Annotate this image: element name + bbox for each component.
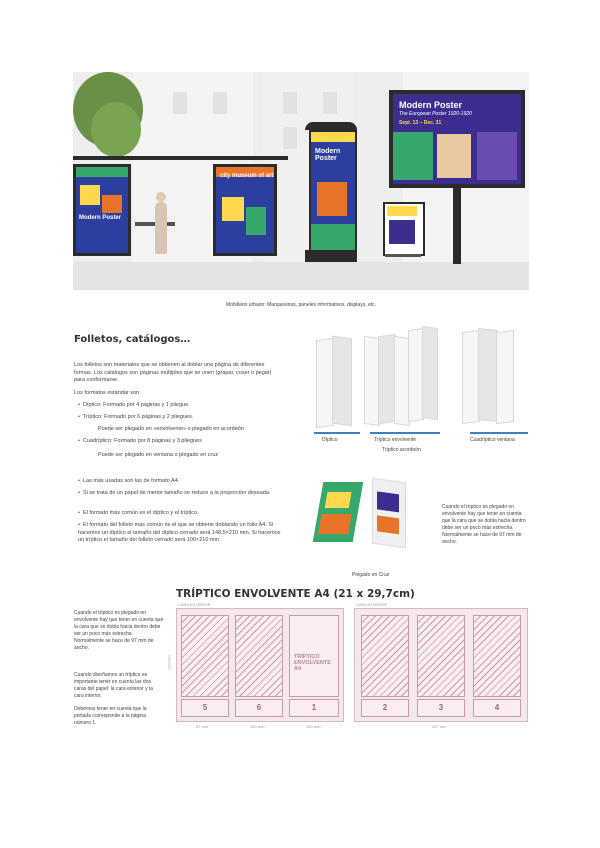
bullet-diptico: • Díptico: Formado por 4 páginas y 1 pliegue. [78,402,190,408]
triptych-note-3: Debemos tener en cuenta que la portada corresponde a la página número 1. [74,706,147,726]
outer-footer-6 [235,699,283,717]
fold-label-triptico: Tríptico envolvente [374,437,417,443]
window [173,92,187,114]
intro-text: Los folletos son materiales que se obtienen al doblar una página de diferentes formas. Los catálogos son páginas múltiples que se unen (grapar, coser o pegar) para conformarse. [74,362,272,383]
acordeon-leaf [422,326,438,420]
poster-block [477,132,517,180]
outer-panel-cover [289,615,339,697]
window [323,92,337,114]
outer-panel-6 [235,615,283,697]
bullet-text: El formato más común es el díptico y el tríptico. [82,510,199,516]
poster-band [387,206,417,216]
display-stand-legs [385,254,421,257]
label-underline [470,432,528,434]
inner-panel-3 [417,615,465,697]
leaflet-block [377,515,399,534]
fold-label-cuadriptico: Cuadríptico ventana [470,437,515,443]
poster-photo [437,134,471,178]
inner-footer-2 [361,699,409,717]
label-underline [314,432,360,434]
envolvente-side-note: Cuando el tríptico es plegado en envolvente hay que tener en cuenta que la cara que se dobla hacia dentro debe ser un poco más estrecha. Normalmente se hace de 97 mm de ancho. [442,504,526,545]
tree [91,102,141,157]
bullet-text: Cuadríptico: Formado por 8 páginas y 3 pliegues [82,438,202,444]
bullet2-4: • El formato del folleto más común es el que se obtiene doblando un folio A4. Si hacemos un díptico el tamaño del díptico cerrado será 148,5×210 mm. Si hacemos un tríptico el tamaño del folleto cerrado será 100×210 mm. [78,522,281,543]
inner-panel-2 [361,615,409,697]
triptych-title: TRÍPTICO ENVOLVENTE A4 (21 x 29,7cm) [176,588,415,600]
shelter-poster-left [73,164,131,256]
bullet-cuadriptico: • Cuadríptico: Formado por 8 páginas y 3 pliegues [78,438,202,444]
poster-band [311,132,355,142]
page-number: 6 [256,703,262,712]
billboard-title: Modern Poster [399,100,463,110]
poster-block [102,195,122,213]
bullet2-1: • Las más usadas son las de formato A4. [78,478,180,484]
poster-block [80,185,100,205]
fold-label-acordeon: Tríptico acordeón [382,447,421,453]
poster-title: city museum of art [220,173,274,179]
bullet-text: El formato del folleto más común es el que se obtiene doblando un folio A4. Si hacemos un díptico el tamaño del díptico cerrado será 148,5×210 mm. Si hacemos un tríptico el tamaño del folleto cerrado será 100×210 mm. [78,522,281,543]
pedestrian [155,202,167,254]
leaflet-block [325,492,352,508]
street-furniture-photo [73,72,529,290]
billboard-dates: Sept. 13 – Dec. 31 [399,120,442,126]
poster-title: Modern Poster [315,148,341,162]
ventana-leaf [478,328,498,422]
page-number: 2 [382,703,388,712]
leaflet-block [377,491,399,512]
billboard [389,90,525,188]
cross-fold-label: Plegado en Cruz [352,572,390,578]
dim-inner: 297 mm [432,724,447,729]
page-number: 3 [438,703,444,712]
bullet-text: Díptico: Formado por 4 páginas y 1 pliegue. [82,402,190,408]
shelter-roof [73,156,288,160]
poster-block [311,224,355,252]
dim-outer-3: 100 mm [306,724,321,729]
display-stand [383,202,425,256]
page-number: 4 [494,703,500,712]
poster-block [222,197,244,221]
inner-footer-4 [473,699,521,717]
window [213,92,227,114]
formats-label: Los formatos estándar son: [74,390,141,396]
poster-block [246,207,266,235]
leaflet-block [318,514,352,534]
note-triptico: Puede ser plegado en «envolvente» o plegado en acordeón [98,426,244,432]
poster-title: Modern Poster [79,215,122,221]
diptico-leaf [332,336,352,427]
billboard-subtitle: The European Poster 1920-1920 [399,111,472,117]
outer-face-label: CARA EXTERIOR [178,602,211,607]
page-number: 1 [311,703,317,712]
section-title: Folletos, catálogos… [74,334,191,345]
note-cuadriptico: Puede ser plegado en ventana o plegado en cruz [98,452,219,458]
inner-panel-4 [473,615,521,697]
inner-face-label: CARA INTERIOR [356,602,388,607]
bullet2-2: • Si se trata de un papel de menor tamaño se reduce a la proporción deseada. [78,490,271,496]
poster-band [76,167,128,177]
shelter-poster-right [213,164,277,256]
outer-face [176,608,344,722]
pedestrian-head [156,192,166,202]
dim-outer-2: 100 mm [250,724,265,729]
fold-illustrations [312,325,528,435]
outer-footer-1 [289,699,339,717]
outer-footer-5 [181,699,229,717]
poster-block [317,182,347,216]
billboard-post [453,184,461,264]
triptych-note-2: Cuando diseñamos un tríptico es importante tener en cuenta las dos caras del papel: la cara exterior y la cara interior. [74,672,153,699]
pavement [73,262,529,290]
dim-outer-1: 97 mm [196,724,209,729]
photo-caption: Mobiliario urbano: Marquesinas, paneles informativos, displays, etc. [225,302,377,308]
poster-block [389,220,415,244]
window [283,92,297,114]
column-base [305,250,357,262]
cover-text: TRÍPTICO ENVOLVENTE A4 [294,654,331,672]
dim-height: 210 mm [166,655,172,670]
inner-footer-3 [417,699,465,717]
cross-fold-leaflet [313,482,364,542]
bullet2-3: • El formato más común es el díptico y el tríptico. [78,510,199,516]
bullet-triptico: • Tríptico: Formado por 6 páginas y 2 pliegues. [78,414,194,420]
page-number: 5 [202,703,208,712]
bullet-text: Las más usadas son las de formato A4. [82,478,180,484]
fold-label-diptico: Díptico [322,437,338,443]
ventana-leaf [496,330,514,424]
poster-block [393,132,433,180]
cross-fold-leaflet [372,478,406,549]
bullet-text: Si se trata de un papel de menor tamaño se reduce a la proporción deseada. [82,490,271,496]
triptych-note-1: Cuando el tríptico es plegado en envolvente hay que tener en cuenta que la cara que se dobla hacia dentro debe ser un poco más estrecha. Normalmente se hace de 97 mm de ancho. [74,610,164,651]
window [283,127,297,149]
column-poster [309,130,357,254]
column-top [305,122,357,130]
outer-panel-5 [181,615,229,697]
label-underline [370,432,440,434]
bullet-text: Tríptico: Formado por 6 páginas y 2 pliegues. [82,414,194,420]
inner-face [354,608,528,722]
